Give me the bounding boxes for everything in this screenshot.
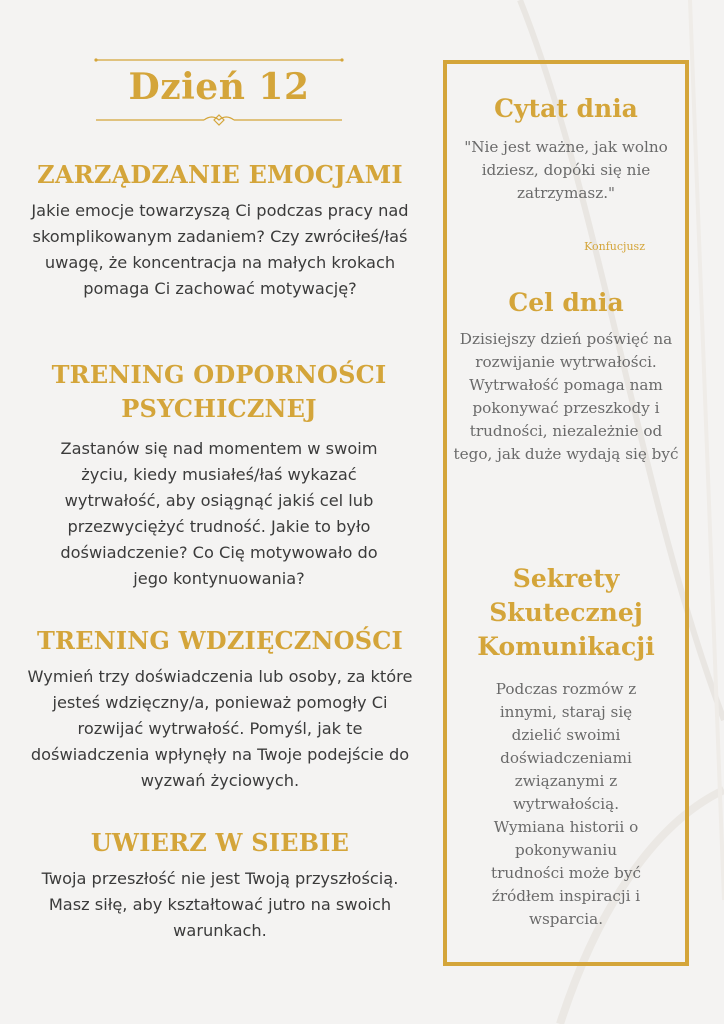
section-body: Zastanów się nad momentem w swoim życiu, kiedy musiałeś/łaś wykazać wytrwałość, aby osiągnąć jakiś cel lub przezwyciężyć trudność. Jakie to było doświadczenie? Co Cię motywowało do jego kontynuowania? xyxy=(60,439,378,588)
section-emotions xyxy=(22,158,418,302)
section-heading: TRENING ODPORNOŚCI PSYCHICZNEJ xyxy=(51,360,387,423)
quote-heading: Cytat dnia xyxy=(494,94,638,123)
section-body: Twoja przeszłość nie jest Twoją przyszłością. Masz siłę, aby kształtować jutro na swoich warunkach. xyxy=(41,869,399,940)
goal-text: Dzisiejszy dzień poświęć na rozwijanie wytrwałości. Wytrwałość pomaga nam pokonywać przeszkody i trudności, niezależnie od tego, jak duże wydają się być xyxy=(453,330,679,463)
section-gratitude xyxy=(22,624,418,794)
quote-author: Konfucjusz xyxy=(584,240,645,253)
section-believe xyxy=(34,826,406,944)
section-heading: TRENING WDZIĘCZNOŚCI xyxy=(37,626,403,655)
goal-heading: Cel dnia xyxy=(508,288,624,317)
quote-text: "Nie jest ważne, jak wolno idziesz, dopóki się nie zatrzymasz." xyxy=(464,138,668,202)
quote-of-the-day xyxy=(453,92,679,262)
sidebar-box xyxy=(443,60,689,966)
section-heading: UWIERZ W SIEBIE xyxy=(90,828,350,857)
secrets-text: Podczas rozmów z innymi, staraj się dzielić swoimi doświadczeniami związanymi z wytrwałością. Wymiana historii o pokonywaniu trudności może być źródłem inspiracji i wsparcia. xyxy=(491,680,641,928)
section-resilience xyxy=(44,358,394,592)
secrets-heading: Sekrety Skutecznej Komunikacji xyxy=(477,564,655,661)
communication-secrets xyxy=(477,562,655,931)
goal-of-the-day xyxy=(453,286,679,466)
page-title: Dzień 12 xyxy=(128,66,310,108)
section-body: Jakie emocje towarzyszą Ci podczas pracy nad skomplikowanym zadaniem? Czy zwróciłeś/łaś uwagę, że koncentracja na małych krokach pomaga Ci zachować motywację? xyxy=(31,201,409,298)
day-header xyxy=(92,56,346,128)
section-heading: ZARZĄDZANIE EMOCJAMI xyxy=(37,160,403,189)
section-body: Wymień trzy doświadczenia lub osoby, za które jesteś wdzięczny/a, ponieważ pomogły Ci rozwijać wytrwałość. Pomyśl, jak te doświadczenia wpłynęły na Twoje podejście do wyzwań życiowych. xyxy=(27,667,413,790)
